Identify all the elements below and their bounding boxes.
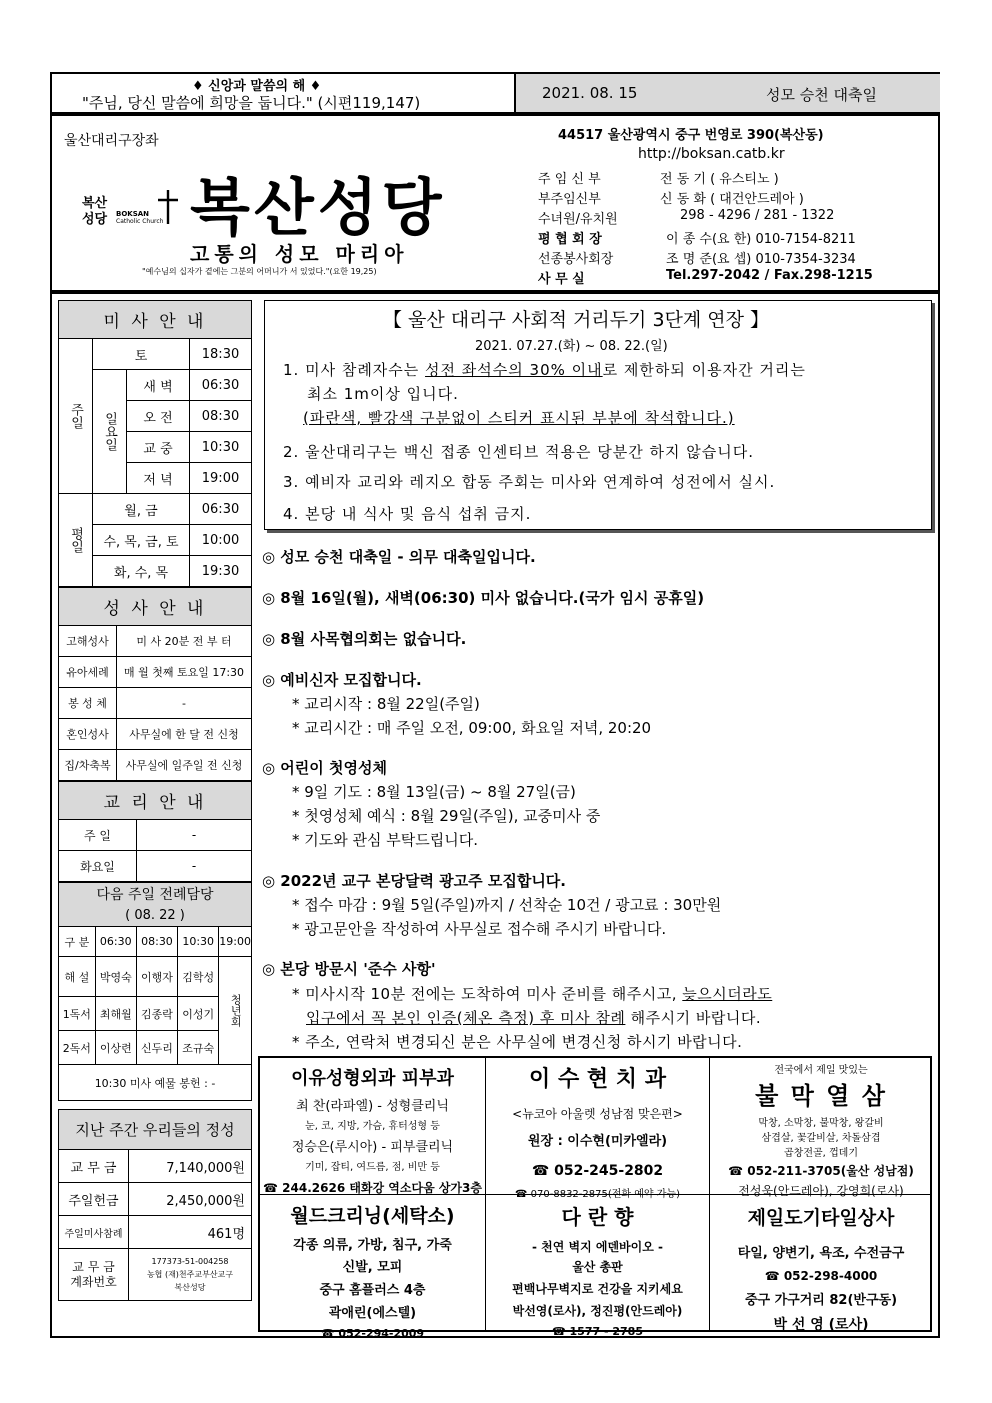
announcement-detail <box>306 1007 761 1028</box>
offering-name: 교 무 금 <box>59 1150 129 1183</box>
announcement-heading: ◎ 8월 사목협의회는 없습니다. <box>262 630 467 648</box>
mass-time: 19:30 <box>190 556 252 587</box>
announcement-detail <box>292 983 772 1004</box>
announcement-heading: ◎ 본당 방문시 '준수 사항' <box>262 960 436 978</box>
cross-icon <box>156 188 180 226</box>
notice-item-1-cont: 최소 1m이상 입니다. <box>307 385 459 403</box>
parish-url[interactable]: http://boksan.catb.kr <box>638 146 785 162</box>
account-number: 177373-51-004258 <box>151 1257 229 1266</box>
ad-line: 울산 총판 <box>572 1260 623 1274</box>
announcement-detail: * 광고문안을 작성하여 사무실로 접수해 주시기 바랍니다. <box>292 920 667 938</box>
announcement-detail: * 교리시간 : 매 주일 오전, 09:00, 화요일 저녁, 20:20 <box>292 719 652 737</box>
ad-title: 월드크리닝(세탁소) <box>290 1205 455 1227</box>
bulletin-date: 2021. 08. 15 <box>542 84 638 102</box>
mass-time: 10:30 <box>190 432 252 463</box>
logo-en-1: BOKSAN <box>116 210 150 218</box>
account-bank: 농협 (재)천주교부산교구 <box>146 1270 234 1279</box>
mass-table <box>58 300 252 587</box>
announcement-detail: * 기도와 관심 부탁드립니다. <box>292 831 478 849</box>
offering-value: 461명 <box>129 1216 252 1249</box>
parish-header <box>50 114 940 292</box>
ad-dental <box>486 1058 710 1200</box>
duty-role: 해 설 <box>59 957 96 997</box>
mass-day: 수, 목, 금, 토 <box>93 525 190 556</box>
catechism-title: 교 리 안 내 <box>59 782 252 820</box>
sacrament-table <box>58 587 252 781</box>
sunday-label: 주일 <box>59 339 93 494</box>
duty-person: 이성기 <box>178 997 219 1031</box>
logo-en-2: Catholic Church <box>116 218 164 225</box>
notice-text: 1. 미사 참례자수는 <box>283 361 426 379</box>
notice-text: 로 제한하되 이용자간 거리는 <box>602 361 806 379</box>
announcement-detail: * 접수 마감 : 9월 5일(주일)까지 / 선착순 10건 / 광고료 : 30만원 <box>292 896 722 914</box>
feast-name: 성모 승천 대축일 <box>766 86 877 104</box>
mass-time: 08:30 <box>190 401 252 432</box>
announcement-heading: ◎ 2022년 교구 본당달력 광고주 모집합니다. <box>262 872 566 890</box>
mass-kind: 저 녁 <box>127 463 190 494</box>
ad-title: 불 막 열 삼 <box>755 1082 887 1110</box>
contact-label: 부주임신부 <box>538 192 601 207</box>
date-box <box>514 74 940 112</box>
catechism-table <box>58 781 252 882</box>
duty-role: 1독서 <box>59 997 96 1031</box>
ad-laundry <box>260 1195 486 1340</box>
sacrament-name: 혼인성사 <box>59 719 117 750</box>
announcement-heading: ◎ 성모 승천 대축일 - 의무 대축일입니다. <box>262 548 536 566</box>
duty-role: 2독서 <box>59 1031 96 1065</box>
duty-title: 다음 주일 전례담당 <box>59 883 252 905</box>
mass-kind: 새 벽 <box>127 370 190 401</box>
mass-time: 19:00 <box>190 463 252 494</box>
motto-title: ♦ 신앙과 말씀의 해 ♦ <box>192 79 322 94</box>
ad-line: 기미, 잡티, 여드름, 점, 비만 등 <box>305 1162 440 1173</box>
duty-person: 이행자 <box>136 957 177 997</box>
duty-header: 10:30 <box>178 927 219 957</box>
catechism-value: - <box>137 851 252 882</box>
parish-address: 44517 울산광역시 중구 번영로 390(복산동) <box>558 128 824 143</box>
ad-line: 삼겹살, 꽃갈비살, 차돌삼겹 <box>761 1133 881 1144</box>
duty-header: 08:30 <box>136 927 177 957</box>
account-label: 교 무 금 계좌번호 <box>59 1249 129 1301</box>
announcements <box>262 540 932 1050</box>
catechism-value: - <box>137 820 252 851</box>
mass-kind: 교 중 <box>127 432 190 463</box>
announcement-underline: 늦으시더라도 <box>682 985 773 1003</box>
catechism-name: 화요일 <box>59 851 137 882</box>
ad-wallpaper <box>486 1195 710 1338</box>
weekday-label: 평일 <box>59 494 93 587</box>
ad-title: 다 란 향 <box>561 1205 634 1229</box>
ad-line: ☎ 244.2626 태화강 역소다움 상가3층 <box>263 1181 482 1195</box>
notice-item-4: 4. 본당 내 식사 및 음식 섭취 금지. <box>283 505 532 523</box>
mass-time: 06:30 <box>190 370 252 401</box>
sacrament-value: - <box>117 688 252 719</box>
duty-person: 김종락 <box>136 997 177 1031</box>
ad-line: 최 찬(라파엘) - 성형클리닉 <box>296 1099 449 1114</box>
ad-line: 막창, 소막창, 불막창, 왕갈비 <box>758 1118 884 1129</box>
ad-line: 중구 가구거리 82(반구동) <box>744 1293 898 1308</box>
notice-box <box>264 300 932 530</box>
ad-line: 중구 홈플러스 4층 <box>319 1283 426 1298</box>
ad-tile <box>710 1195 932 1333</box>
patron-quote: "예수님의 십자가 곁에는 그분의 어머니가 서 있었다."(요한 19,25) <box>142 267 377 276</box>
duty-table <box>58 882 252 1101</box>
sacrament-name: 봉 성 체 <box>59 688 117 719</box>
announcement-detail: * 교리시작 : 8월 22일(주일) <box>292 695 480 713</box>
header-bar <box>50 72 940 114</box>
ad-line: ☎ 052-245-2802 <box>531 1163 664 1179</box>
ad-title: 제일도기타일상사 <box>747 1207 895 1229</box>
sacrament-name: 고해성사 <box>59 626 117 657</box>
announcement-heading: ◎ 8월 16일(월), 새벽(06:30) 미사 없습니다.(국가 임시 공휴일) <box>262 589 705 607</box>
ad-line: 편백나무벽지로 건강을 지키세요 <box>512 1282 683 1296</box>
mass-day: 화, 수, 목 <box>93 556 190 587</box>
ad-line: ☎ 052-294-2009 <box>320 1327 425 1340</box>
ad-line: 정승은(루시아) - 피부클리닉 <box>291 1140 454 1155</box>
ad-line: 원장 : 이수현(미카엘라) <box>527 1134 668 1149</box>
sacrament-title: 성 사 안 내 <box>59 588 252 626</box>
notice-title: 【 울산 대리구 사회적 거리두기 3단계 연장 】 <box>383 309 770 331</box>
youth-group: 청년회 <box>219 957 252 1065</box>
notice-item-2: 2. 울산대리구는 백신 접종 인센티브 적용은 당분간 하지 않습니다. <box>283 443 754 461</box>
ad-line: 각종 의류, 가방, 침구, 가죽 <box>293 1238 452 1253</box>
ad-line: ☎ 1577 - 2785 <box>552 1325 643 1338</box>
ad-line: ☎ 070-8832-2875(전화 예약 가능) <box>515 1189 680 1200</box>
duty-person: 김학성 <box>178 957 219 997</box>
announcement-heading: ◎ 예비신자 모집합니다. <box>262 671 422 689</box>
duty-person: 이상련 <box>95 1031 136 1065</box>
duty-person: 박영숙 <box>95 957 136 997</box>
parish-name: 복산성당 <box>190 171 446 244</box>
ad-subtitle: 전국에서 제일 맛있는 <box>774 1065 868 1076</box>
contact-label: 선종봉사회장 <box>538 252 614 267</box>
offering-value: 7,140,000원 <box>129 1150 252 1183</box>
ad-line: 곱창전골, 껍데기 <box>784 1148 858 1159</box>
duty-header: 19:00 <box>219 927 252 957</box>
motto-box <box>52 74 494 112</box>
contact-label: 수녀원/유치원 <box>538 212 618 227</box>
sacrament-value: 미 사 20분 전 부 터 <box>117 626 252 657</box>
contact-value: 신 동 화 ( 대건안드레아 ) <box>660 192 804 207</box>
ad-restaurant <box>710 1058 932 1198</box>
ad-line: 곽애린(에스텔) <box>328 1306 417 1321</box>
duty-person: 최해월 <box>95 997 136 1031</box>
contact-value: 이 종 수(요 한) 010-7154-8211 <box>666 232 856 247</box>
duty-person: 조규숙 <box>178 1031 219 1065</box>
account-info <box>129 1249 252 1301</box>
notice-underline: 성전 좌석수의 30% 이내 <box>425 361 603 379</box>
offertory-note: 10:30 미사 예물 봉헌 : - <box>59 1065 252 1101</box>
contact-value: Tel.297-2042 / Fax.298-1215 <box>666 268 873 283</box>
logo-small-2: 성당 <box>82 212 108 227</box>
sacrament-value: 매 월 첫째 토요일 17:30 <box>117 657 252 688</box>
offering-value: 2,450,000원 <box>129 1183 252 1216</box>
mass-time: 10:00 <box>190 525 252 556</box>
ad-line: 전성욱(안드레아), 강영희(로사) <box>738 1184 904 1198</box>
motto-verse: "주님, 당신 말씀에 희망을 둡니다." (시편119,147) <box>82 94 421 112</box>
offering-title: 지난 주간 우리들의 정성 <box>59 1110 252 1150</box>
offering-name: 주일미사참례 <box>59 1216 129 1249</box>
mass-kind: 오 전 <box>127 401 190 432</box>
account-holder: 복산성당 <box>174 1283 206 1292</box>
notice-item-1 <box>283 359 806 380</box>
offering-table <box>58 1109 252 1301</box>
contact-value: 전 동 기 ( 유스티노 ) <box>660 172 779 187</box>
contact-value: 조 명 준(요 셉) 010-7354-3234 <box>666 252 856 267</box>
mass-day: 월, 금 <box>93 494 190 525</box>
contact-label: 주 임 신 부 <box>538 172 601 187</box>
duty-header: 구 분 <box>59 927 96 957</box>
announcement-underline: 입구에서 꼭 본인 인증(체온 측정) 후 미사 참례 <box>306 1009 626 1027</box>
diocese-label: 울산대리구장좌 <box>64 133 159 149</box>
notice-item-3: 3. 예비자 교리와 레지오 합동 주회는 미사와 연계하여 성전에서 실시. <box>283 473 776 491</box>
ad-line: 눈, 코, 지방, 가슴, 휴터성형 등 <box>305 1121 440 1132</box>
announcement-heading: ◎ 어린이 첫영성체 <box>262 759 387 777</box>
catechism-name: 주 일 <box>59 820 137 851</box>
ad-line: 박 선 영 (로사) <box>773 1317 869 1333</box>
mass-title: 미 사 안 내 <box>59 301 252 339</box>
sacrament-name: 집/차축복 <box>59 750 117 781</box>
offering-name: 주일헌금 <box>59 1183 129 1216</box>
ad-line: <뉴코아 아울렛 성남점 맞은편> <box>512 1107 683 1121</box>
contact-value: 298 - 4296 / 281 - 1322 <box>680 208 835 223</box>
announcement-detail: * 주소, 연락처 변경되신 분은 사무실에 변경신청 하시기 바랍니다. <box>292 1033 743 1051</box>
ad-clinic <box>260 1058 486 1195</box>
ad-line: ☎ 052-211-3705(울산 성남점) <box>728 1164 914 1178</box>
announcement-detail: * 첫영성체 예식 : 8월 29일(주일), 교중미사 중 <box>292 807 601 825</box>
mass-day: 토 <box>93 339 190 370</box>
ads-grid <box>258 1056 932 1340</box>
duty-header: 06:30 <box>95 927 136 957</box>
logo-small-1: 복산 <box>82 196 108 211</box>
contact-label: 사 무 실 <box>538 272 585 287</box>
sacrament-name: 유아세례 <box>59 657 117 688</box>
duty-date: ( 08. 22 ) <box>59 905 252 927</box>
sacrament-value: 사무실에 일주일 전 신청 <box>117 750 252 781</box>
announcement-detail: * 9일 기도 : 8월 13일(금) ~ 8월 27일(금) <box>292 783 576 801</box>
notice-period: 2021. 07.27.(화) ~ 08. 22.(일) <box>475 339 668 354</box>
ad-line: 타일, 양변기, 욕조, 수전금구 <box>737 1246 905 1261</box>
ad-title: 이 수 현 치 과 <box>529 1067 666 1092</box>
left-column <box>58 300 252 1301</box>
ad-line: 박선영(로사), 정진평(안드레아) <box>512 1304 683 1318</box>
mass-time: 18:30 <box>190 339 252 370</box>
contact-label: 평 협 회 장 <box>538 232 602 247</box>
announcement-text: 해주시기 바랍니다. <box>625 1009 762 1027</box>
sunday-sub-label: 일요일 <box>93 370 127 494</box>
mass-time: 06:30 <box>190 494 252 525</box>
sacrament-value: 사무실에 한 달 전 신청 <box>117 719 252 750</box>
ad-line: - 천연 벽지 에덴바이오 - <box>531 1240 663 1254</box>
ad-line: ☎ 052-298-4000 <box>764 1269 878 1283</box>
ad-title: 이유성형외과 피부과 <box>291 1068 454 1089</box>
announcement-text: * 미사시작 10분 전에는 도착하여 미사 준비를 해주시고, <box>292 985 683 1003</box>
notice-item-1-note: (파란색, 빨강색 구분없이 스티커 표시된 부분에 착석합니다.) <box>303 409 735 427</box>
duty-person: 신두리 <box>136 1031 177 1065</box>
parish-patron: 고통의 성모 마리아 <box>190 242 409 266</box>
ad-line: 신발, 모피 <box>342 1260 403 1275</box>
